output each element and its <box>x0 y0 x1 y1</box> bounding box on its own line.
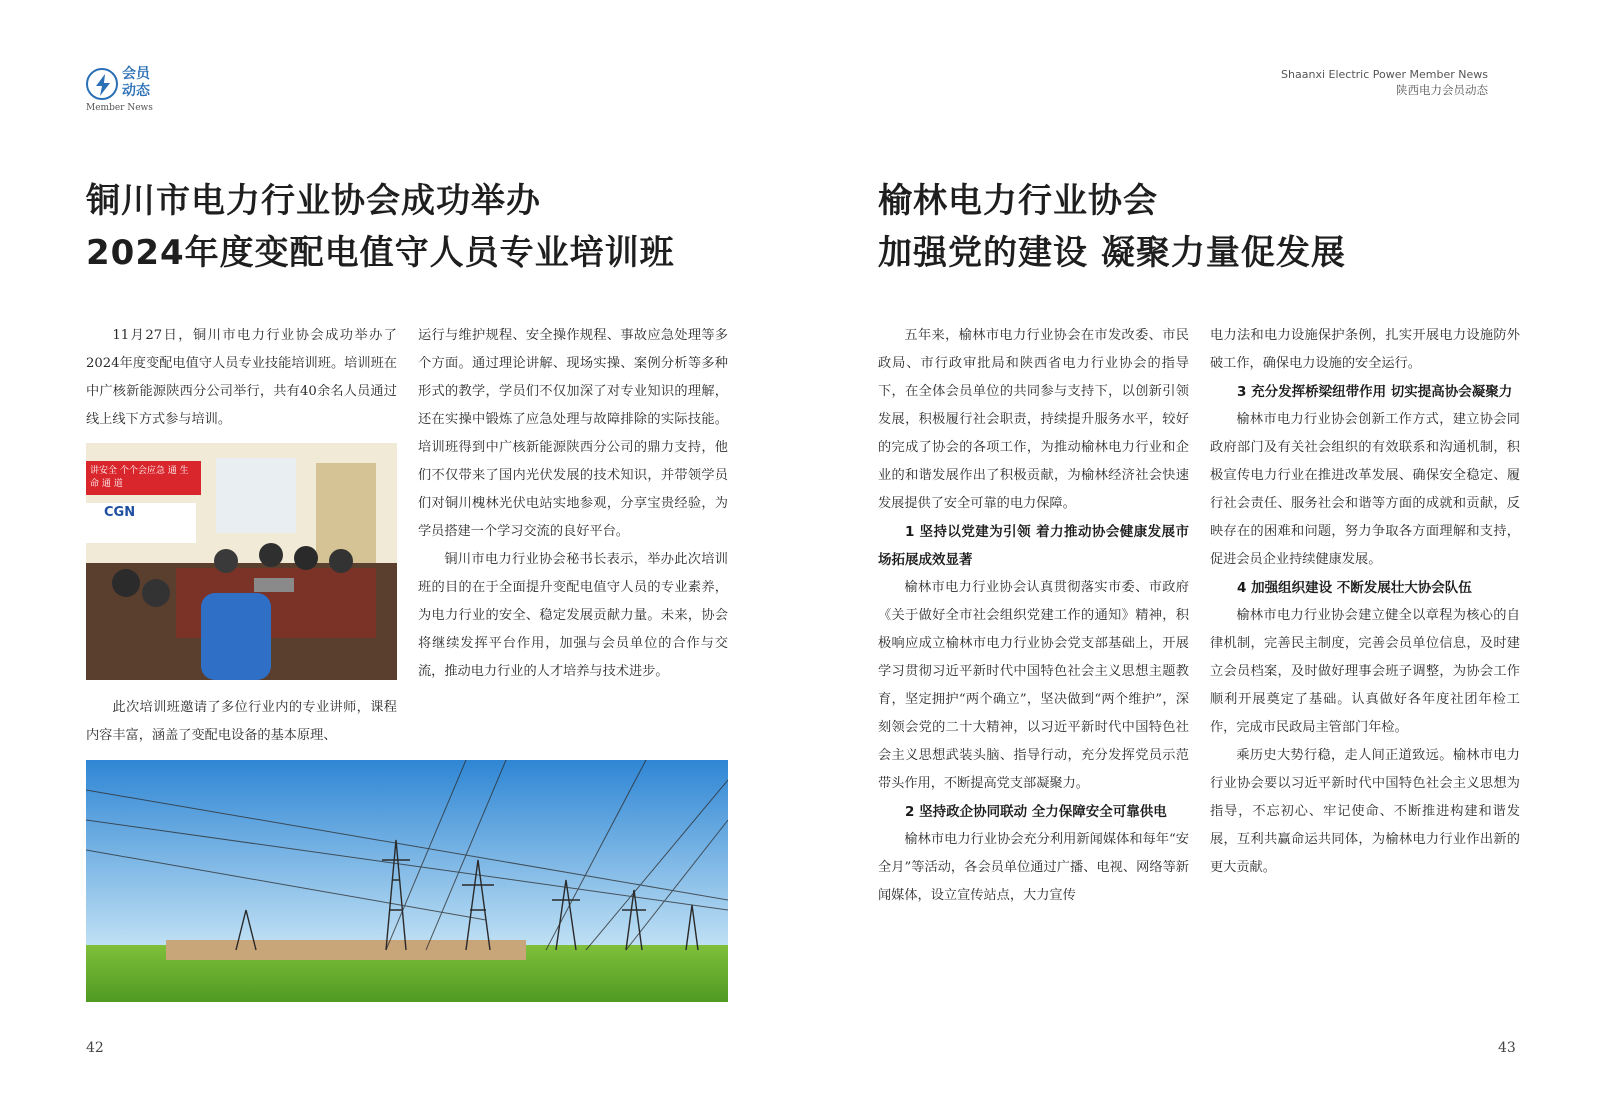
logo-line1: 会员 <box>122 66 150 82</box>
right-paragraph-5: 乘历史大势行稳，走人间正道致远。榆林市电力行业协会要以习近平新时代中国特色社会主义思想为指导，不忘初心、牢记使命、不断推进构建和谐发展，互利共赢命运共同体，为榆林电力行业作出新的更大贡献。 <box>1210 748 1520 875</box>
right-paragraph-2: 榆林市电力行业协会充分利用新闻媒体和每年“安全月”等活动，各会员单位通过广播、电视、网络等新闻媒体，设立宣传站点，大力宣传 <box>878 832 1189 903</box>
right-article-col1 <box>878 322 1189 910</box>
left-article-title <box>86 175 675 279</box>
right-paragraph-4: 榆林市电力行业协会建立健全以章程为核心的自律机制，完善民主制度，完善会员单位信息，及时建立会员档案，及时做好理事会班子调整，为协会工作顺利开展奠定了基础。认真做好各年度社团年检工作，完成市民政局主管部门年检。 <box>1210 608 1520 735</box>
right-title-line1: 榆林电力行业协会 <box>878 181 1158 221</box>
running-head <box>1281 67 1488 99</box>
logo-line2: 动态 <box>122 83 150 99</box>
logo-cn-text <box>122 66 150 100</box>
right-article-title <box>878 175 1346 279</box>
left-article-col1-bottom <box>86 694 397 750</box>
right-heading-3: 3 充分发挥桥梁纽带作用 切实提高协会凝聚力 <box>1237 384 1513 400</box>
left-col2-paragraph2: 铜川市电力行业协会秘书长表示，举办此次培训班的目的在于全面提升变配电值守人员的专业素养，为电力行业的安全、稳定发展贡献力量。未来，协会将继续发挥平台作用，加强与会员单位的合作与交流，推动电力行业的人才培养与技术进步。 <box>418 552 728 679</box>
left-title-line1: 铜川市电力行业协会成功举办 <box>86 181 541 221</box>
left-article-col2 <box>418 322 728 686</box>
right-paragraph-1: 榆林市电力行业协会认真贯彻落实市委、市政府《关于做好全市社会组织党建工作的通知》精神，积极响应成立榆林市电力行业协会党支部基础上，开展学习贯彻习近平新时代中国特色社会主义思想主题教育，坚定拥护“两个确立”，坚决做到“两个维护”，深刻领会党的二十大精神，以习近平新时代中国特色社会主义思想武装头脑、指导行动，充分发挥党员示范带头作用，不断提高党支部凝聚力。 <box>878 580 1189 791</box>
power-grid-photo <box>86 760 728 1002</box>
right-title-line2: 加强党的建设 凝聚力量促发展 <box>878 233 1346 273</box>
member-news-logo <box>86 66 176 116</box>
left-col1-paragraph1: 11月27日，铜川市电力行业协会成功举办了2024年度变配电值守人员专业技能培训班。培训班在中广核新能源陕西分公司举行，共有40余名人员通过线上线下方式参与培训。 <box>86 328 397 427</box>
left-col1-paragraph2: 此次培训班邀请了多位行业内的专业讲师，课程内容丰富，涵盖了变配电设备的基本原理、 <box>86 700 397 743</box>
training-session-photo <box>86 443 397 680</box>
running-head-en: Shaanxi Electric Power Member News <box>1281 68 1488 81</box>
logo-en-text: Member News <box>86 103 153 113</box>
photo-cgn-logo-text: CGN <box>104 505 136 520</box>
left-article-col1-top <box>86 322 397 434</box>
right-article-col2 <box>1210 322 1520 882</box>
right-paragraph-3: 榆林市电力行业协会创新工作方式，建立协会同政府部门及有关社会组织的有效联系和沟通机制，积极宣传电力行业在推进改革发展、确保安全稳定、履行社会责任、服务社会和谐等方面的成就和贡献，反映存在的困难和问题，努力争取各方面理解和支持，促进会员企业持续健康发展。 <box>1210 412 1520 567</box>
right-col1-intro: 五年来，榆林市电力行业协会在市发改委、市民政局、市行政审批局和陕西省电力行业协会的指导下，在全体会员单位的共同参与支持下，以创新引领发展，积极履行社会职责，持续提升服务水平，较好的完成了协会的各项工作，为推动榆林电力行业和企业的和谐发展作出了积极贡献，为榆林经济社会快速发展提供了安全可靠的电力保障。 <box>878 328 1189 511</box>
page-number-right: 43 <box>1498 1040 1516 1056</box>
right-heading-4: 4 加强组织建设 不断发展壮大协会队伍 <box>1237 580 1472 596</box>
right-col2-flow: 电力法和电力设施保护条例，扎实开展电力设施防外破工作，确保电力设施的安全运行。 <box>1210 328 1520 371</box>
right-heading-1: 1 坚持以党建为引领 着力推动协会健康发展市场拓展成效显著 <box>878 524 1189 568</box>
lightning-bolt-icon <box>86 68 118 100</box>
left-title-line2: 2024年度变配电值守人员专业培训班 <box>86 233 675 273</box>
photo-banner-text: 讲安全 个个会应急 通 生 命 通 道 <box>90 466 189 489</box>
page-number-left: 42 <box>86 1040 104 1056</box>
running-head-cn: 陕西电力会员动态 <box>1396 83 1488 97</box>
right-heading-2: 2 坚持政企协同联动 全力保障安全可靠供电 <box>905 804 1167 820</box>
left-col2-paragraph1: 运行与维护规程、安全操作规程、事故应急处理等多个方面。通过理论讲解、现场实操、案例分析等多种形式的教学，学员们不仅加深了对专业知识的理解，还在实操中锻炼了应急处理与故障排除的实际技能。培训班得到中广核新能源陕西分公司的鼎力支持，他们不仅带来了国内光伏发展的技术知识，并带领学员们对铜川槐林光伏电站实地参观，分享宝贵经验，为学员搭建一个学习交流的良好平台。 <box>418 328 728 539</box>
